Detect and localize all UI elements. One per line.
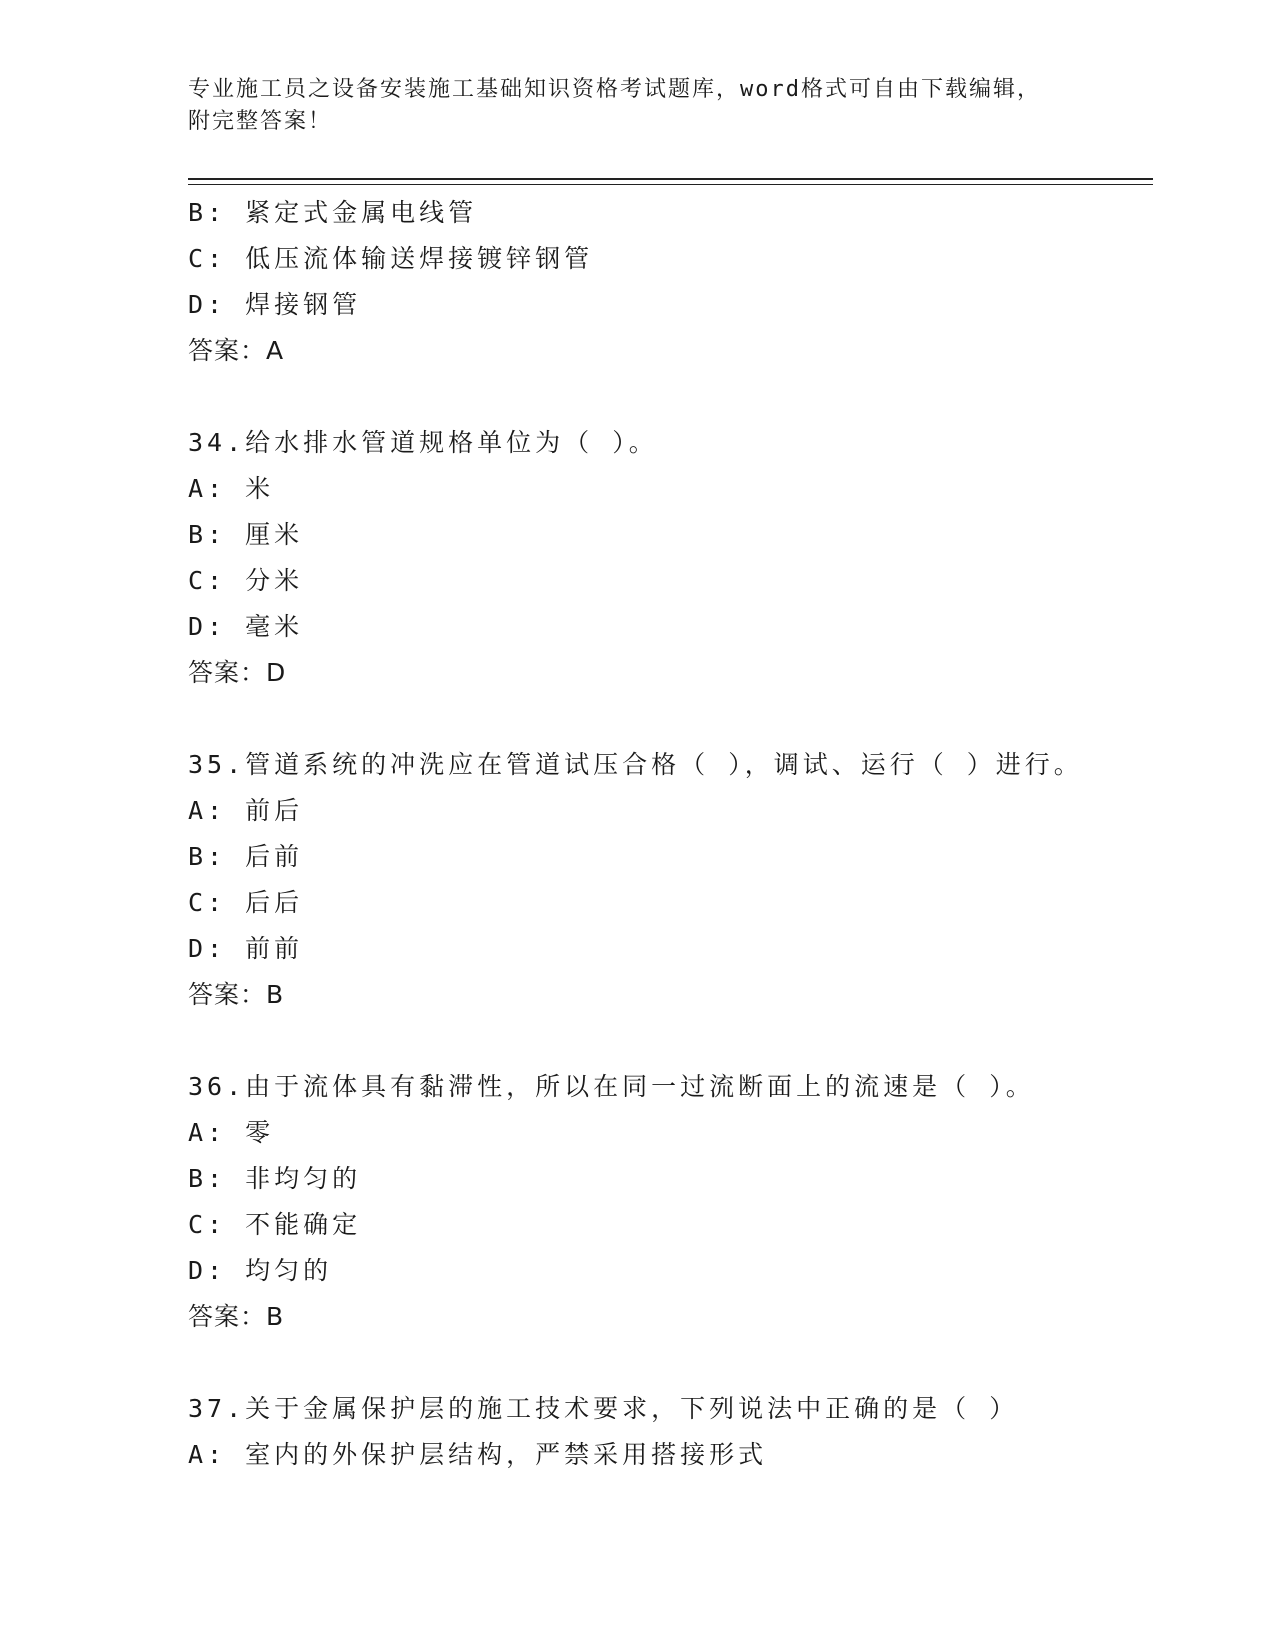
option-b: B: 后前	[188, 842, 304, 871]
option-b: B: 非均匀的	[188, 1164, 362, 1193]
question-text: 37.关于金属保护层的施工技术要求，下列说法中正确的是（ ）	[188, 1394, 1019, 1423]
header-divider-thin	[188, 184, 1153, 185]
option-a: A: 米	[188, 474, 275, 503]
option-d: D: 前前	[188, 934, 304, 963]
option-c: C: 不能确定	[188, 1210, 362, 1239]
header-line-1: 专业施工员之设备安装施工基础知识资格考试题库，word格式可自由下载编辑，	[188, 77, 1041, 102]
option-d: D: 均匀的	[188, 1256, 333, 1285]
option-a: A: 前后	[188, 796, 304, 825]
question-33-continued	[188, 190, 1153, 374]
option-c: C: 低压流体输送焊接镀锌钢管	[188, 244, 594, 273]
answer: 答案：B	[188, 1302, 285, 1331]
answer: 答案：B	[188, 980, 285, 1009]
option-b: B: 厘米	[188, 520, 304, 549]
document-header	[188, 74, 1088, 138]
answer: 答案：D	[188, 658, 287, 687]
option-d: D: 毫米	[188, 612, 304, 641]
question-list	[188, 190, 1153, 1478]
question-35	[188, 742, 1153, 1018]
question-36	[188, 1064, 1153, 1340]
option-a: A: 零	[188, 1118, 275, 1147]
question-text: 34.给水排水管道规格单位为（ ）。	[188, 428, 658, 457]
header-divider-thick	[188, 178, 1153, 180]
question-37	[188, 1386, 1153, 1478]
question-text: 35.管道系统的冲洗应在管道试压合格（ ），调试、运行（ ）进行。	[188, 750, 1083, 779]
answer: 答案：A	[188, 336, 285, 365]
option-c: C: 后后	[188, 888, 304, 917]
option-d: D: 焊接钢管	[188, 290, 362, 319]
header-line-2: 附完整答案！	[188, 109, 333, 134]
question-text: 36.由于流体具有黏滞性，所以在同一过流断面上的流速是（ ）。	[188, 1072, 1035, 1101]
option-c: C: 分米	[188, 566, 304, 595]
question-34	[188, 420, 1153, 696]
option-a: A: 室内的外保护层结构，严禁采用搭接形式	[188, 1440, 768, 1469]
option-b: B: 紧定式金属电线管	[188, 198, 478, 227]
